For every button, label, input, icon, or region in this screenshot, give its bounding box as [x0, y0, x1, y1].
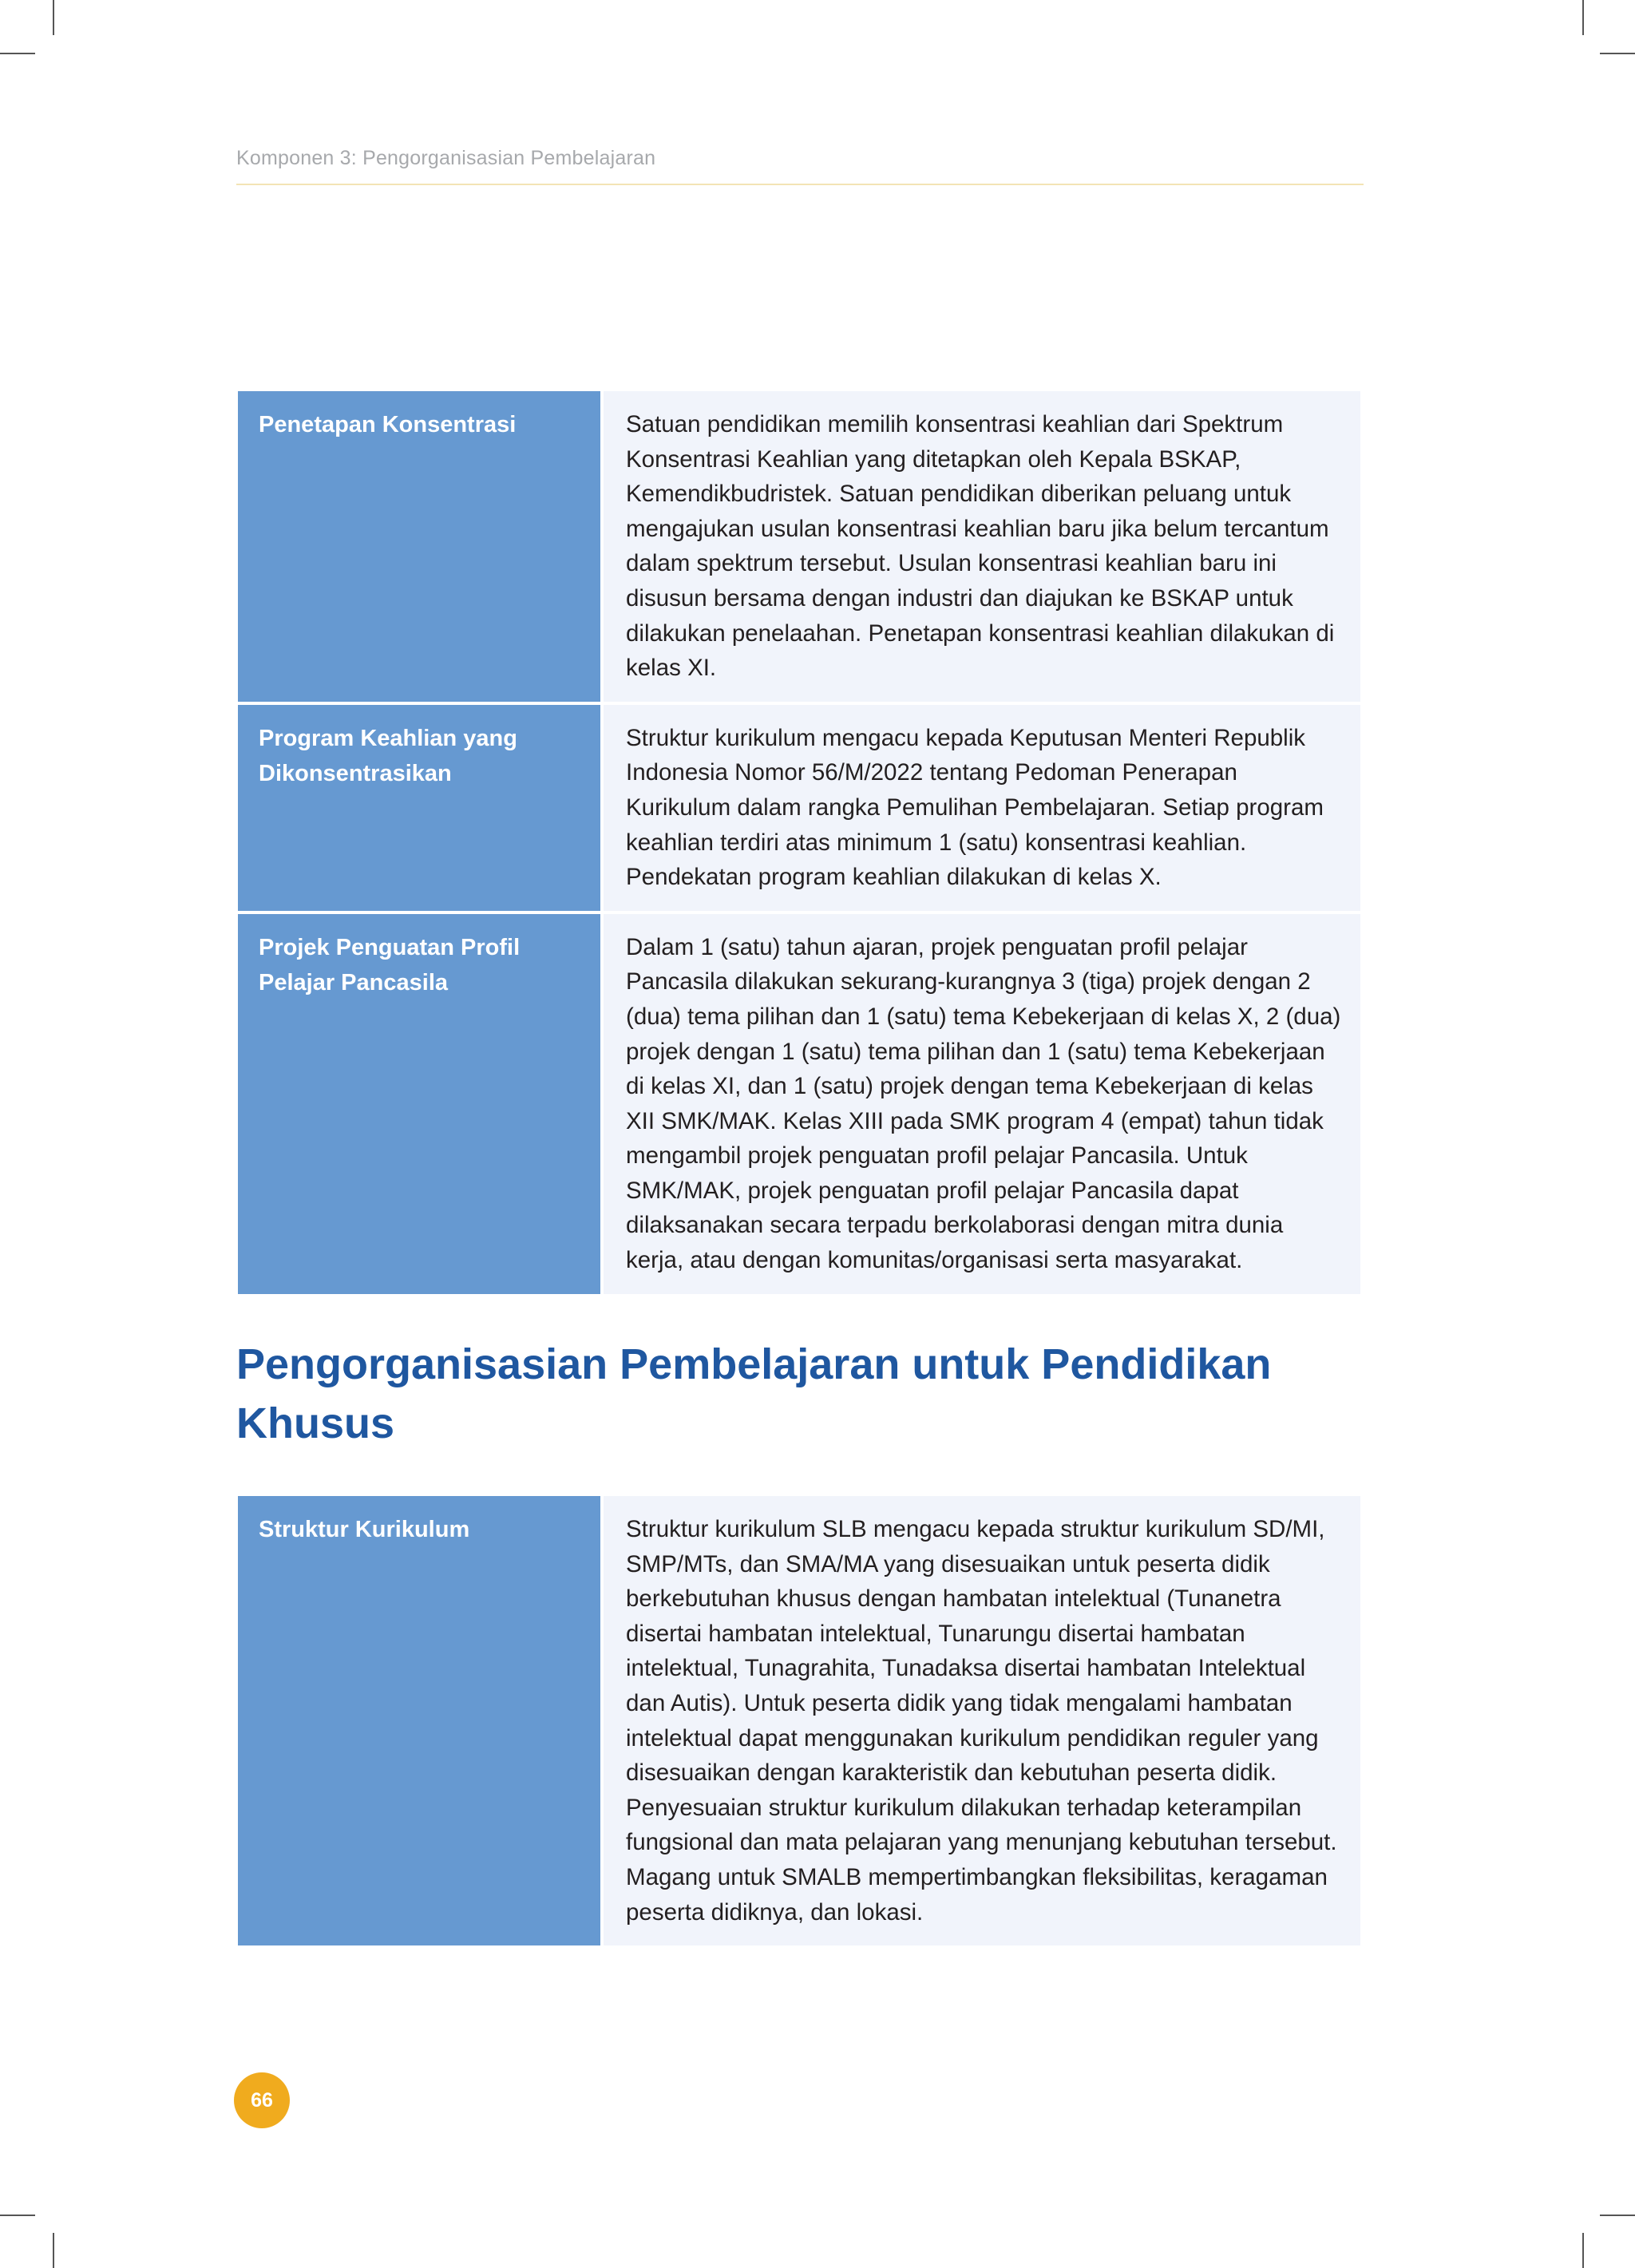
- table-row: [238, 912, 1360, 1294]
- table-row: [238, 1496, 1360, 1945]
- crop-mark: [0, 53, 35, 54]
- crop-mark: [1600, 53, 1635, 54]
- row-description: Struktur kurikulum mengacu kepada Keputusan Menteri Republik Indonesia Nomor 56/M/2022 tentang Pedoman Penerapan Kurikulum dalam rangka Pemulihan Pembelajaran. Setiap program keahlian terdiri atas minimum 1 (satu) konsentrasi keahlian. Pendekatan program keahlian dilakukan di kelas X.: [602, 703, 1360, 912]
- row-label: Struktur Kurikulum: [238, 1496, 602, 1945]
- crop-mark: [1582, 0, 1584, 35]
- info-table-smk: [238, 391, 1360, 1294]
- row-label: Program Keahlian yang Dikonsentrasikan: [238, 703, 602, 912]
- info-table-pendidikan-khusus: [238, 1496, 1360, 1945]
- table-row: [238, 391, 1360, 703]
- row-description: Struktur kurikulum SLB mengacu kepada struktur kurikulum SD/MI, SMP/MTs, dan SMA/MA yang disesuaikan untuk peserta didik berkebutuhan khusus dengan hambatan intelektual (Tunanetra disertai hambatan intelektual, Tunarungu disertai hambatan intelektual, Tunagrahita, Tunadaksa disertai hambatan Intelektual dan Autis). Untuk peserta didik yang tidak mengalami hambatan intelektual dapat menggunakan kurikulum pendidikan reguler yang disesuaikan dengan karakteristik dan kebutuhan peserta didik. Penyesuaian struktur kurikulum dilakukan terhadap keterampilan fungsional dan mata pelajaran yang menunjang kebutuhan tersebut. Magang untuk SMALB mempertimbangkan fleksibilitas, keragaman peserta didiknya, dan lokasi.: [602, 1496, 1360, 1945]
- row-description: Satuan pendidikan memilih konsentrasi keahlian dari Spektrum Konsentrasi Keahlian yang ditetapkan oleh Kepala BSKAP, Kemendikbudristek. Satuan pendidikan diberikan peluang untuk mengajukan usulan konsentrasi keahlian baru jika belum tercantum dalam spektrum tersebut. Usulan konsentrasi keahlian baru ini disusun bersama dengan industri dan diajukan ke BSKAP untuk dilakukan penelaahan. Penetapan konsentrasi keahlian dilakukan di kelas XI.: [602, 391, 1360, 703]
- running-header: Komponen 3: Pengorganisasian Pembelajaran: [236, 147, 656, 169]
- row-label: Penetapan Konsentrasi: [238, 391, 602, 703]
- crop-mark: [1582, 2233, 1584, 2268]
- header-rule: [236, 184, 1364, 185]
- crop-mark: [1600, 2215, 1635, 2216]
- crop-mark: [53, 2233, 54, 2268]
- crop-mark: [53, 0, 54, 35]
- row-label: Projek Penguatan Profil Pelajar Pancasila: [238, 912, 602, 1294]
- page-number-badge: 66: [234, 2072, 290, 2128]
- section-heading: Pengorganisasian Pembelajaran untuk Pendidikan Khusus: [236, 1340, 1272, 1447]
- row-description: Dalam 1 (satu) tahun ajaran, projek penguatan profil pelajar Pancasila dilakukan sekurang-kurangnya 3 (tiga) projek dengan 2 (dua) tema pilihan dan 1 (satu) tema Kebekerjaan di kelas X, 2 (dua) projek dengan 1 (satu) tema pilihan dan 1 (satu) tema Kebekerjaan di kelas XI, dan 1 (satu) projek dengan tema Kebekerjaan di kelas XII SMK/MAK. Kelas XIII pada SMK program 4 (empat) tahun tidak mengambil projek penguatan profil pelajar Pancasila. Untuk SMK/MAK, projek penguatan profil pelajar Pancasila dapat dilaksanakan secara terpadu berkolaborasi dengan mitra dunia kerja, atau dengan komunitas/organisasi serta masyarakat.: [602, 912, 1360, 1294]
- crop-mark: [0, 2215, 35, 2216]
- table-row: [238, 703, 1360, 912]
